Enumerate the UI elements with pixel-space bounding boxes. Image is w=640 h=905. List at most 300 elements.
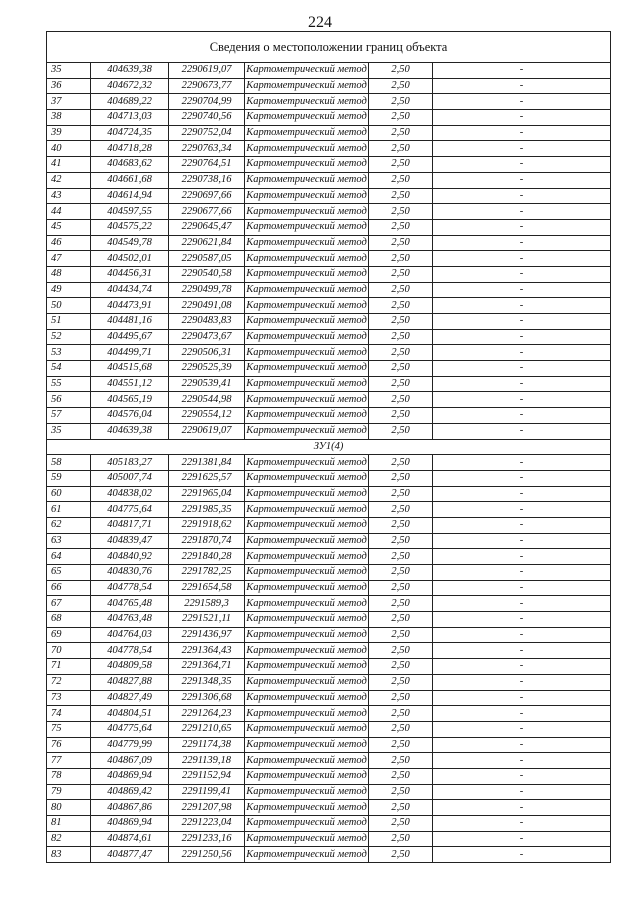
point-number-cell: 75 <box>47 721 91 737</box>
method-cell: Картометрический метод <box>245 78 369 94</box>
point-number-cell: 66 <box>47 580 91 596</box>
accuracy-cell: 2,50 <box>369 188 433 204</box>
y-coordinate-cell: 2290506,31 <box>169 345 245 361</box>
y-coordinate-cell: 2291223,04 <box>169 816 245 832</box>
y-coordinate-cell: 2290645,47 <box>169 219 245 235</box>
point-number-cell: 69 <box>47 627 91 643</box>
accuracy-cell: 2,50 <box>369 298 433 314</box>
y-coordinate-cell: 2290673,77 <box>169 78 245 94</box>
method-cell: Картометрический метод <box>245 188 369 204</box>
y-coordinate-cell: 2291152,94 <box>169 768 245 784</box>
y-coordinate-cell: 2291233,16 <box>169 831 245 847</box>
x-coordinate-cell: 404661,68 <box>91 172 169 188</box>
y-coordinate-cell: 2290677,66 <box>169 204 245 220</box>
accuracy-cell: 2,50 <box>369 533 433 549</box>
table-row <box>47 674 611 690</box>
method-cell: Картометрический метод <box>245 392 369 408</box>
table-row <box>47 612 611 628</box>
accuracy-cell: 2,50 <box>369 157 433 173</box>
point-number-cell: 39 <box>47 125 91 141</box>
table-row <box>47 659 611 675</box>
point-number-cell: 81 <box>47 816 91 832</box>
x-coordinate-cell: 404765,48 <box>91 596 169 612</box>
accuracy-cell: 2,50 <box>369 219 433 235</box>
description-cell: - <box>433 345 611 361</box>
description-cell: - <box>433 753 611 769</box>
point-number-cell: 83 <box>47 847 91 863</box>
table-row <box>47 737 611 753</box>
point-number-cell: 54 <box>47 361 91 377</box>
page-number: 224 <box>308 14 332 31</box>
description-cell: - <box>433 94 611 110</box>
x-coordinate-cell: 404575,22 <box>91 219 169 235</box>
point-number-cell: 42 <box>47 172 91 188</box>
point-number-cell: 37 <box>47 94 91 110</box>
x-coordinate-cell: 404515,68 <box>91 361 169 377</box>
point-number-cell: 77 <box>47 753 91 769</box>
y-coordinate-cell: 2290740,56 <box>169 110 245 126</box>
accuracy-cell: 2,50 <box>369 235 433 251</box>
point-number-cell: 79 <box>47 784 91 800</box>
y-coordinate-cell: 2291625,57 <box>169 470 245 486</box>
x-coordinate-cell: 404639,38 <box>91 63 169 79</box>
table-row <box>47 376 611 392</box>
method-cell: Картометрический метод <box>245 784 369 800</box>
method-cell: Картометрический метод <box>245 204 369 220</box>
table-row <box>47 392 611 408</box>
x-coordinate-cell: 404827,88 <box>91 674 169 690</box>
accuracy-cell: 2,50 <box>369 94 433 110</box>
x-coordinate-cell: 404565,19 <box>91 392 169 408</box>
description-cell: - <box>433 721 611 737</box>
description-cell: - <box>433 627 611 643</box>
table-row <box>47 847 611 863</box>
x-coordinate-cell: 404779,99 <box>91 737 169 753</box>
point-number-cell: 36 <box>47 78 91 94</box>
method-cell: Картометрический метод <box>245 659 369 675</box>
y-coordinate-cell: 2291918,62 <box>169 517 245 533</box>
accuracy-cell: 2,50 <box>369 376 433 392</box>
description-cell: - <box>433 517 611 533</box>
point-number-cell: 71 <box>47 659 91 675</box>
table-row <box>47 251 611 267</box>
x-coordinate-cell: 404763,48 <box>91 612 169 628</box>
table-row <box>47 627 611 643</box>
accuracy-cell: 2,50 <box>369 251 433 267</box>
y-coordinate-cell: 2291348,35 <box>169 674 245 690</box>
description-cell: - <box>433 455 611 471</box>
y-coordinate-cell: 2291264,23 <box>169 706 245 722</box>
method-cell: Картометрический метод <box>245 627 369 643</box>
accuracy-cell: 2,50 <box>369 204 433 220</box>
point-number-cell: 55 <box>47 376 91 392</box>
x-coordinate-cell: 404473,91 <box>91 298 169 314</box>
point-number-cell: 53 <box>47 345 91 361</box>
point-number-cell: 72 <box>47 674 91 690</box>
x-coordinate-cell: 404804,51 <box>91 706 169 722</box>
point-number-cell: 44 <box>47 204 91 220</box>
method-cell: Картометрический метод <box>245 816 369 832</box>
table-row <box>47 816 611 832</box>
point-number-cell: 67 <box>47 596 91 612</box>
x-coordinate-cell: 404502,01 <box>91 251 169 267</box>
point-number-cell: 78 <box>47 768 91 784</box>
y-coordinate-cell: 2290738,16 <box>169 172 245 188</box>
x-coordinate-cell: 404639,38 <box>91 423 169 439</box>
table-row <box>47 784 611 800</box>
description-cell: - <box>433 235 611 251</box>
description-cell: - <box>433 800 611 816</box>
table-row <box>47 125 611 141</box>
description-cell: - <box>433 219 611 235</box>
x-coordinate-cell: 404874,61 <box>91 831 169 847</box>
accuracy-cell: 2,50 <box>369 502 433 518</box>
method-cell: Картометрический метод <box>245 63 369 79</box>
table-row <box>47 753 611 769</box>
description-cell: - <box>433 659 611 675</box>
accuracy-cell: 2,50 <box>369 345 433 361</box>
y-coordinate-cell: 2291381,84 <box>169 455 245 471</box>
x-coordinate-cell: 404778,54 <box>91 580 169 596</box>
method-cell: Картометрический метод <box>245 94 369 110</box>
method-cell: Картометрический метод <box>245 565 369 581</box>
table-row <box>47 361 611 377</box>
method-cell: Картометрический метод <box>245 408 369 424</box>
table-row <box>47 298 611 314</box>
table-row <box>47 831 611 847</box>
table-row <box>47 110 611 126</box>
method-cell: Картометрический метод <box>245 125 369 141</box>
method-cell: Картометрический метод <box>245 596 369 612</box>
description-cell: - <box>433 831 611 847</box>
description-cell: - <box>433 266 611 282</box>
accuracy-cell: 2,50 <box>369 361 433 377</box>
x-coordinate-cell: 404597,55 <box>91 204 169 220</box>
method-cell: Картометрический метод <box>245 800 369 816</box>
description-cell: - <box>433 188 611 204</box>
accuracy-cell: 2,50 <box>369 627 433 643</box>
table-row <box>47 157 611 173</box>
accuracy-cell: 2,50 <box>369 110 433 126</box>
x-coordinate-cell: 404551,12 <box>91 376 169 392</box>
table-row <box>47 690 611 706</box>
y-coordinate-cell: 2290619,07 <box>169 63 245 79</box>
description-cell: - <box>433 361 611 377</box>
y-coordinate-cell: 2291436,97 <box>169 627 245 643</box>
accuracy-cell: 2,50 <box>369 266 433 282</box>
y-coordinate-cell: 2290697,66 <box>169 188 245 204</box>
method-cell: Картометрический метод <box>245 314 369 330</box>
accuracy-cell: 2,50 <box>369 549 433 565</box>
point-number-cell: 80 <box>47 800 91 816</box>
point-number-cell: 74 <box>47 706 91 722</box>
y-coordinate-cell: 2291870,74 <box>169 533 245 549</box>
accuracy-cell: 2,50 <box>369 408 433 424</box>
point-number-cell: 45 <box>47 219 91 235</box>
accuracy-cell: 2,50 <box>369 329 433 345</box>
table-row <box>47 204 611 220</box>
method-cell: Картометрический метод <box>245 235 369 251</box>
point-number-cell: 61 <box>47 502 91 518</box>
accuracy-cell: 2,50 <box>369 282 433 298</box>
table-header-row <box>47 32 611 63</box>
method-cell: Картометрический метод <box>245 361 369 377</box>
accuracy-cell: 2,50 <box>369 63 433 79</box>
method-cell: Картометрический метод <box>245 455 369 471</box>
x-coordinate-cell: 404775,64 <box>91 721 169 737</box>
y-coordinate-cell: 2291306,68 <box>169 690 245 706</box>
table-row <box>47 706 611 722</box>
method-cell: Картометрический метод <box>245 486 369 502</box>
y-coordinate-cell: 2290619,07 <box>169 423 245 439</box>
y-coordinate-cell: 2290621,84 <box>169 235 245 251</box>
method-cell: Картометрический метод <box>245 580 369 596</box>
accuracy-cell: 2,50 <box>369 768 433 784</box>
accuracy-cell: 2,50 <box>369 706 433 722</box>
accuracy-cell: 2,50 <box>369 455 433 471</box>
description-cell: - <box>433 486 611 502</box>
point-number-cell: 41 <box>47 157 91 173</box>
accuracy-cell: 2,50 <box>369 78 433 94</box>
method-cell: Картометрический метод <box>245 690 369 706</box>
point-number-cell: 63 <box>47 533 91 549</box>
description-cell: - <box>433 157 611 173</box>
method-cell: Картометрический метод <box>245 329 369 345</box>
method-cell: Картометрический метод <box>245 219 369 235</box>
point-number-cell: 56 <box>47 392 91 408</box>
y-coordinate-cell: 2291364,71 <box>169 659 245 675</box>
x-coordinate-cell: 404724,35 <box>91 125 169 141</box>
description-cell: - <box>433 141 611 157</box>
point-number-cell: 38 <box>47 110 91 126</box>
section-subheading-row <box>47 439 611 455</box>
description-cell: - <box>433 737 611 753</box>
accuracy-cell: 2,50 <box>369 816 433 832</box>
description-cell: - <box>433 172 611 188</box>
table-row <box>47 486 611 502</box>
table-row <box>47 549 611 565</box>
point-number-cell: 49 <box>47 282 91 298</box>
description-cell: - <box>433 376 611 392</box>
description-cell: - <box>433 674 611 690</box>
table-row <box>47 314 611 330</box>
method-cell: Картометрический метод <box>245 768 369 784</box>
point-number-cell: 60 <box>47 486 91 502</box>
x-coordinate-cell: 404827,49 <box>91 690 169 706</box>
table-row <box>47 141 611 157</box>
y-coordinate-cell: 2290491,08 <box>169 298 245 314</box>
description-cell: - <box>433 314 611 330</box>
point-number-cell: 70 <box>47 643 91 659</box>
table-row <box>47 768 611 784</box>
x-coordinate-cell: 404817,71 <box>91 517 169 533</box>
x-coordinate-cell: 404839,47 <box>91 533 169 549</box>
point-number-cell: 64 <box>47 549 91 565</box>
table-row <box>47 800 611 816</box>
section-subheading: ЗУ1(4) <box>47 439 611 455</box>
method-cell: Картометрический метод <box>245 502 369 518</box>
point-number-cell: 59 <box>47 470 91 486</box>
point-number-cell: 40 <box>47 141 91 157</box>
point-number-cell: 51 <box>47 314 91 330</box>
y-coordinate-cell: 2291985,35 <box>169 502 245 518</box>
accuracy-cell: 2,50 <box>369 643 433 659</box>
accuracy-cell: 2,50 <box>369 596 433 612</box>
table-row <box>47 329 611 345</box>
table-row <box>47 219 611 235</box>
x-coordinate-cell: 404718,28 <box>91 141 169 157</box>
accuracy-cell: 2,50 <box>369 486 433 502</box>
table-row <box>47 172 611 188</box>
accuracy-cell: 2,50 <box>369 141 433 157</box>
accuracy-cell: 2,50 <box>369 753 433 769</box>
y-coordinate-cell: 2290763,34 <box>169 141 245 157</box>
x-coordinate-cell: 404838,02 <box>91 486 169 502</box>
table-title: Сведения о местоположении границ объекта <box>47 32 611 63</box>
method-cell: Картометрический метод <box>245 470 369 486</box>
table-row <box>47 643 611 659</box>
method-cell: Картометрический метод <box>245 376 369 392</box>
table-row <box>47 565 611 581</box>
table-row <box>47 455 611 471</box>
accuracy-cell: 2,50 <box>369 470 433 486</box>
y-coordinate-cell: 2291210,65 <box>169 721 245 737</box>
y-coordinate-cell: 2290473,67 <box>169 329 245 345</box>
description-cell: - <box>433 612 611 628</box>
point-number-cell: 73 <box>47 690 91 706</box>
x-coordinate-cell: 404778,54 <box>91 643 169 659</box>
x-coordinate-cell: 404614,94 <box>91 188 169 204</box>
table-row <box>47 533 611 549</box>
point-number-cell: 65 <box>47 565 91 581</box>
point-number-cell: 68 <box>47 612 91 628</box>
accuracy-cell: 2,50 <box>369 847 433 863</box>
table-row <box>47 423 611 439</box>
table-row <box>47 345 611 361</box>
method-cell: Картометрический метод <box>245 251 369 267</box>
point-number-cell: 46 <box>47 235 91 251</box>
x-coordinate-cell: 404869,94 <box>91 816 169 832</box>
x-coordinate-cell: 404456,31 <box>91 266 169 282</box>
description-cell: - <box>433 392 611 408</box>
method-cell: Картометрический метод <box>245 110 369 126</box>
accuracy-cell: 2,50 <box>369 565 433 581</box>
accuracy-cell: 2,50 <box>369 580 433 596</box>
y-coordinate-cell: 2291199,41 <box>169 784 245 800</box>
y-coordinate-cell: 2290499,78 <box>169 282 245 298</box>
y-coordinate-cell: 2291364,43 <box>169 643 245 659</box>
description-cell: - <box>433 282 611 298</box>
x-coordinate-cell: 404867,09 <box>91 753 169 769</box>
point-number-cell: 82 <box>47 831 91 847</box>
x-coordinate-cell: 404869,42 <box>91 784 169 800</box>
y-coordinate-cell: 2291654,58 <box>169 580 245 596</box>
x-coordinate-cell: 404809,58 <box>91 659 169 675</box>
x-coordinate-cell: 405007,74 <box>91 470 169 486</box>
method-cell: Картометрический метод <box>245 643 369 659</box>
y-coordinate-cell: 2291840,28 <box>169 549 245 565</box>
point-number-cell: 52 <box>47 329 91 345</box>
x-coordinate-cell: 404764,03 <box>91 627 169 643</box>
point-number-cell: 47 <box>47 251 91 267</box>
y-coordinate-cell: 2291174,38 <box>169 737 245 753</box>
table-row <box>47 517 611 533</box>
y-coordinate-cell: 2290540,58 <box>169 266 245 282</box>
description-cell: - <box>433 125 611 141</box>
method-cell: Картометрический метод <box>245 282 369 298</box>
point-number-cell: 35 <box>47 423 91 439</box>
method-cell: Картометрический метод <box>245 831 369 847</box>
table-row <box>47 63 611 79</box>
x-coordinate-cell: 405183,27 <box>91 455 169 471</box>
description-cell: - <box>433 580 611 596</box>
accuracy-cell: 2,50 <box>369 392 433 408</box>
accuracy-cell: 2,50 <box>369 314 433 330</box>
y-coordinate-cell: 2291139,18 <box>169 753 245 769</box>
point-number-cell: 35 <box>47 63 91 79</box>
point-number-cell: 76 <box>47 737 91 753</box>
x-coordinate-cell: 404499,71 <box>91 345 169 361</box>
description-cell: - <box>433 596 611 612</box>
x-coordinate-cell: 404830,76 <box>91 565 169 581</box>
description-cell: - <box>433 298 611 314</box>
point-number-cell: 48 <box>47 266 91 282</box>
method-cell: Картометрический метод <box>245 298 369 314</box>
method-cell: Картометрический метод <box>245 674 369 690</box>
description-cell: - <box>433 847 611 863</box>
description-cell: - <box>433 251 611 267</box>
x-coordinate-cell: 404775,64 <box>91 502 169 518</box>
accuracy-cell: 2,50 <box>369 659 433 675</box>
table-row <box>47 235 611 251</box>
accuracy-cell: 2,50 <box>369 612 433 628</box>
description-cell: - <box>433 643 611 659</box>
description-cell: - <box>433 78 611 94</box>
table-row <box>47 94 611 110</box>
description-cell: - <box>433 329 611 345</box>
x-coordinate-cell: 404689,22 <box>91 94 169 110</box>
table-row <box>47 282 611 298</box>
point-number-cell: 62 <box>47 517 91 533</box>
description-cell: - <box>433 470 611 486</box>
y-coordinate-cell: 2291250,56 <box>169 847 245 863</box>
method-cell: Картометрический метод <box>245 612 369 628</box>
description-cell: - <box>433 63 611 79</box>
y-coordinate-cell: 2290704,99 <box>169 94 245 110</box>
x-coordinate-cell: 404867,86 <box>91 800 169 816</box>
x-coordinate-cell: 404672,32 <box>91 78 169 94</box>
table-row <box>47 266 611 282</box>
x-coordinate-cell: 404481,16 <box>91 314 169 330</box>
y-coordinate-cell: 2290525,39 <box>169 361 245 377</box>
description-cell: - <box>433 204 611 220</box>
boundary-coordinates-table <box>46 31 611 863</box>
x-coordinate-cell: 404840,92 <box>91 549 169 565</box>
method-cell: Картометрический метод <box>245 753 369 769</box>
accuracy-cell: 2,50 <box>369 517 433 533</box>
point-number-cell: 43 <box>47 188 91 204</box>
method-cell: Картометрический метод <box>245 847 369 863</box>
accuracy-cell: 2,50 <box>369 831 433 847</box>
table-row <box>47 721 611 737</box>
method-cell: Картометрический метод <box>245 266 369 282</box>
y-coordinate-cell: 2290539,41 <box>169 376 245 392</box>
table-row <box>47 580 611 596</box>
method-cell: Картометрический метод <box>245 141 369 157</box>
method-cell: Картометрический метод <box>245 517 369 533</box>
x-coordinate-cell: 404869,94 <box>91 768 169 784</box>
y-coordinate-cell: 2290752,04 <box>169 125 245 141</box>
